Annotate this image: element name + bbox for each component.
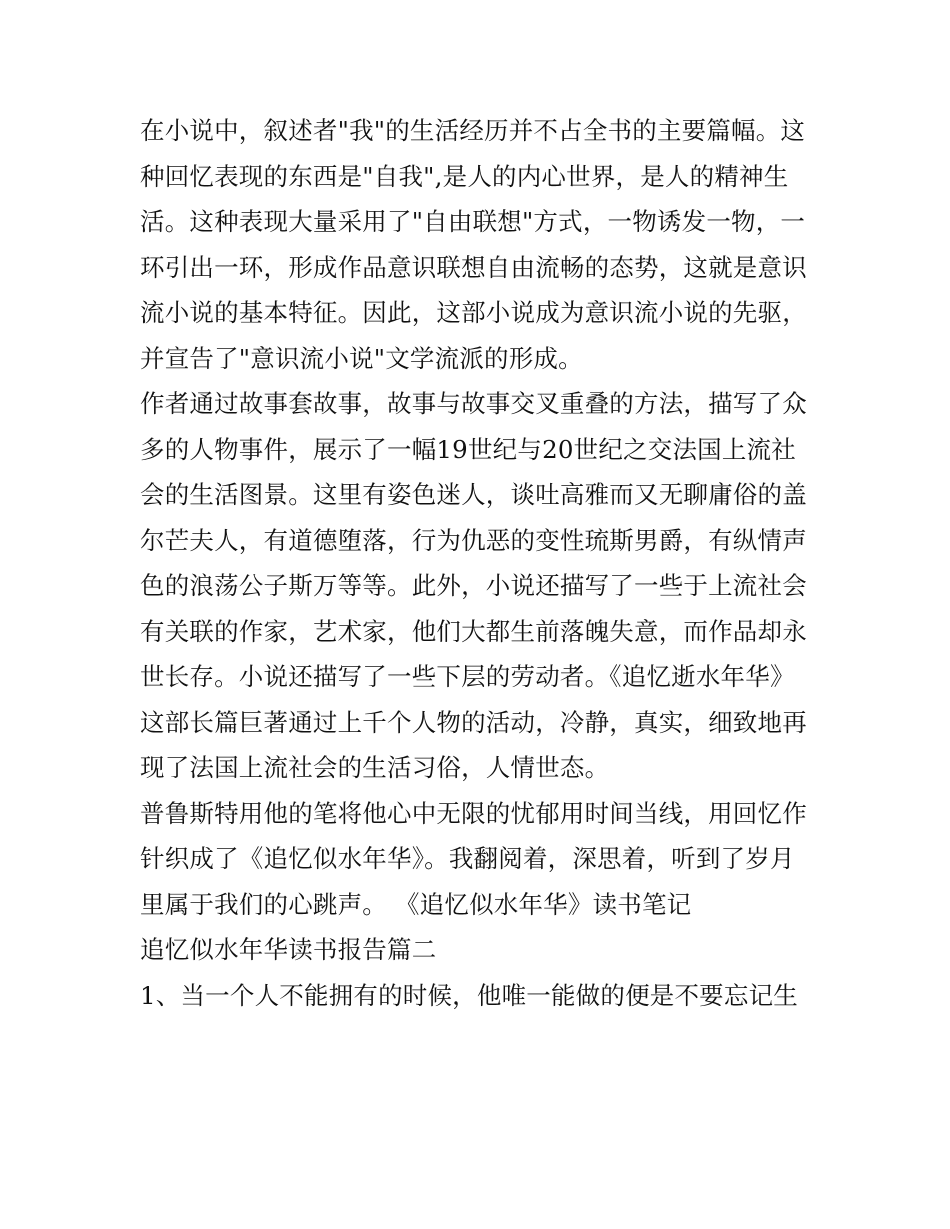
text-line: 里属于我们的心跳声。 《追忆似水年华》读书笔记 — [140, 889, 692, 919]
text-line: 有关联的作家，艺术家，他们大都生前落魄失意，而作品却永 — [140, 616, 807, 646]
text-line: 活。这种表现大量采用了"自由联想"方式，一物诱发一物，一 — [140, 207, 806, 236]
text-line: 针织成了《追忆似水年华》。我翻阅着，深思着，听到了岁月 — [140, 844, 795, 873]
text-line: 世长存。小说还描写了一些下层的劳动者。《追忆逝水年华》 — [140, 662, 795, 691]
document-body — [140, 108, 820, 1018]
text-line: 这部长篇巨著通过上千个人物的活动，冷静，真实，细致地再 — [140, 707, 807, 737]
text-line: 1、当一个人不能拥有的时候，他唯一能做的便是不要忘记生 — [140, 980, 798, 1010]
text-line: 在小说中，叙述者"我"的生活经历并不占全书的主要篇幅。这 — [140, 116, 806, 145]
text-line: 环引出一环，形成作品意识联想自由流畅的态势，这就是意识 — [140, 252, 807, 282]
text-line: 普鲁斯特用他的笔将他心中无限的忧郁用时间当线，用回忆作 — [140, 798, 807, 828]
text-line: 色的浪荡公子斯万等等。此外，小说还描写了一些于上流社会 — [140, 571, 807, 600]
text-line: 种回忆表现的东西是"自我",是人的内心世界，是人的精神生 — [140, 161, 789, 191]
text-line: 尔芒夫人，有道德堕落，行为仇恶的变性琉斯男爵，有纵情声 — [140, 525, 807, 555]
section-heading: 追忆似水年华读书报告篇二 — [140, 935, 437, 964]
text-line: 现了法国上流社会的生活习俗，人情世态。 — [140, 753, 610, 782]
text-line: 多的人物事件，展示了一幅19世纪与20世纪之交法国上流社 — [140, 434, 796, 464]
text-line: 会的生活图景。这里有姿色迷人，谈吐高雅而又无聊庸俗的盖 — [140, 480, 807, 509]
text-line: 作者通过故事套故事，故事与故事交叉重叠的方法，描写了众 — [140, 389, 807, 418]
text-line: 流小说的基本特征。因此，这部小说成为意识流小说的先驱， — [140, 298, 807, 327]
text-line: 并宣告了"意识流小说"文学流派的形成。 — [140, 343, 583, 373]
